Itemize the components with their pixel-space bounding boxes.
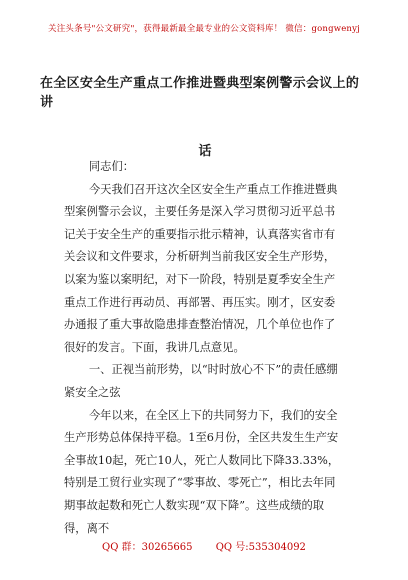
title-line-1: 在全区安全生产重点工作推进暨典型案例警示会议上的讲	[40, 76, 360, 110]
paragraph-intro: 今天我们召开这次全区安全生产重点工作推进暨典型案例警示会议，主要任务是深入学习贯彻习近平总书记关于安全生产的重要指示批示精神，认真落实省市有关会议和文件要求，分析研判当前我区安全生产形势，以案为鉴以案明纪，对下一阶段，特别是夏季安全生产重点工作进行再动员、再部署、再压实。刚才，区安委办通报了重大事故隐患排查整治情况，几个单位也作了很好的发言。下面，我讲几点意见。	[64, 182, 338, 354]
title-line-2: 话	[198, 144, 212, 159]
document-title	[40, 72, 370, 159]
footer-qq-group: QQ 群：30265665	[102, 542, 193, 553]
footer-contact	[0, 538, 408, 553]
header-promo-note: 关注头条号"公文研究"，获得最新最全最专业的公文资料库！ 微信：gongwenyj	[48, 24, 360, 34]
paragraph-situation: 今年以来，在全区上下的共同努力下，我们的安全生产形势总体保持平稳。1至6月份，全区共发生生产安全事故10起，死亡10人，死亡人数同比下降33.33%，特别是工贸行业实现了“零事故、零死亡”，相比去年同期事故起数和死亡人数实现“双下降”。这些成绩的取得，离不	[64, 408, 340, 535]
footer-qq-number: QQ 号:535304092	[215, 542, 306, 553]
greeting: 同志们：	[88, 160, 135, 173]
document-body	[64, 156, 340, 540]
section-heading-1: 一、正视当前形势，以“时时放心不下”的责任感绷紧安全之弦	[64, 363, 338, 399]
